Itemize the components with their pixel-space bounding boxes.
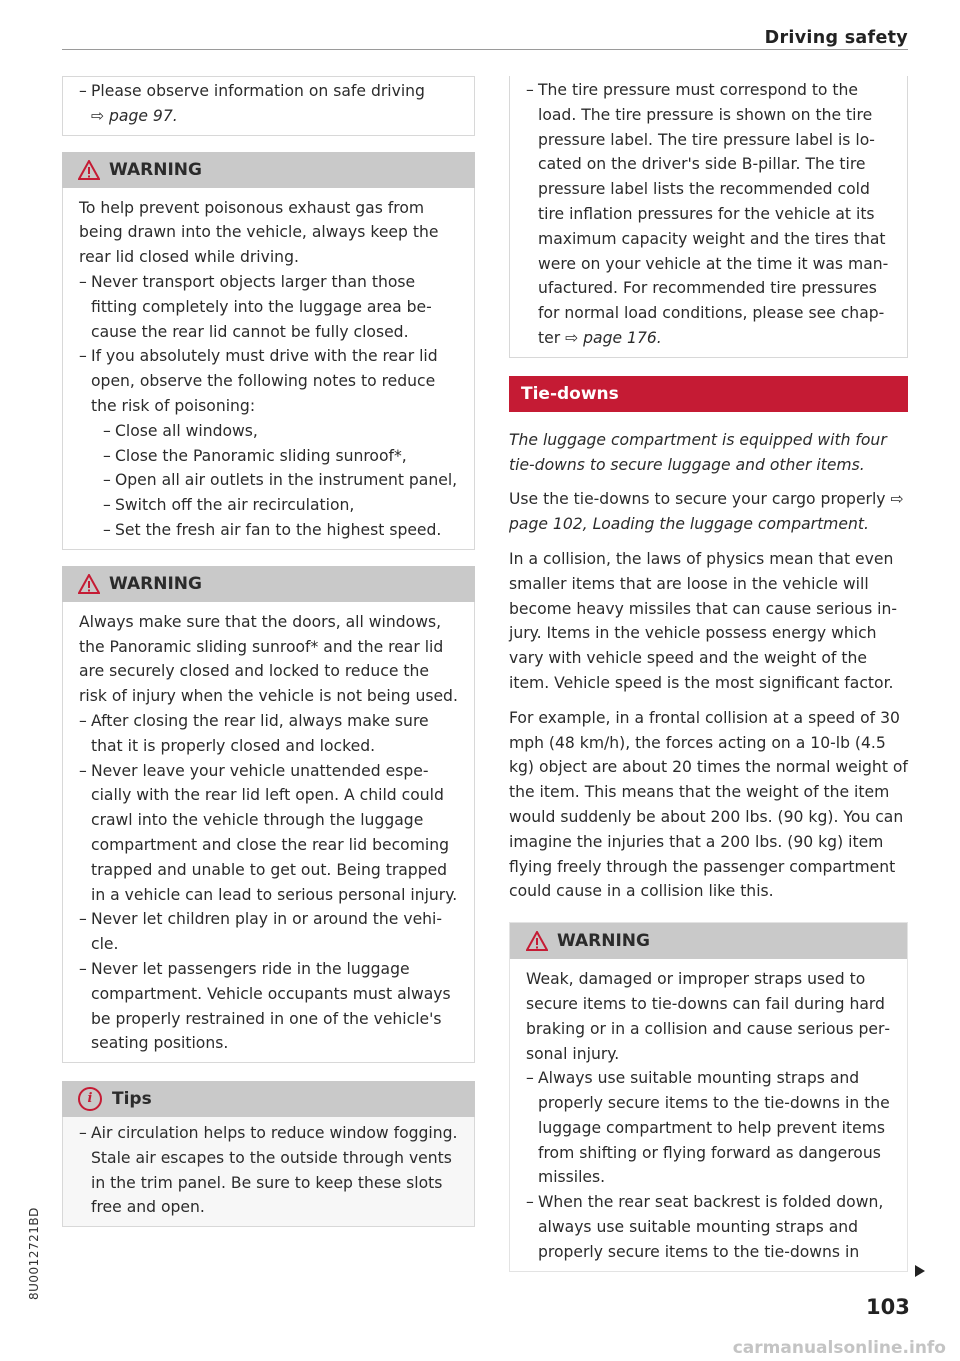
list-item: – Never let passengers ride in the luggage compartment. Vehicle occupants must always be properly restrained in one of the vehicle's seating positions. [79,957,460,1056]
warning-box-exhaust [62,152,475,550]
warning-text: To help prevent poisonous exhaust gas from being drawn into the vehicle, always keep the rear lid closed while driving. [79,198,439,267]
info-icon: i [78,1087,102,1111]
tips-label: Tips [112,1089,152,1110]
warning-body [510,959,907,1271]
warning-label: WARNING [109,573,202,594]
list-item: – Never transport objects larger than those fitting completely into the luggage area because the rear lid cannot be fully closed. [79,270,460,344]
tire-pressure-box [509,76,908,358]
list-item: – Never leave your vehicle unattended especially with the rear lid left open. A child could crawl into the vehicle through the luggage compartment and close the rear lid becoming trapped and unable to get out. Being trapped in a vehicle can lead to serious personal injury. [79,759,460,908]
running-header: Driving safety [764,28,908,48]
paragraph: In a collision, the laws of physics mean that even smaller items that are loose in the vehicle will become heavy missiles that can cause serious injury. Items in the vehicle possess energy which vary with vehicle speed and the weight of the item. Vehicle speed is the most significant factor. [509,549,898,692]
continue-arrow-icon [915,1265,925,1277]
warning-header [510,923,907,959]
sub-list-item: – Close all windows, [103,419,460,444]
left-column [62,76,475,1227]
warning-header [62,566,475,602]
list-item: – The tire pressure must correspond to the load. The tire pressure is shown on the tire pressure label. The tire pressure label is located on the driver's side B-pillar. The tire pressure label lists the recommended cold tire inflation pressures for the vehicle at its maximum capacity weight and the tires that were on your vehicle at the time it was manufactured. For recommended tire pressures for normal load conditions, please see chapter ⇨ page 176. [526,78,893,351]
tips-body [62,1117,475,1227]
warning-header [62,152,475,188]
warning-body [62,602,475,1063]
warning-triangle-icon [526,931,548,951]
sub-list-item: – Close the Panoramic sliding sunroof*, [103,444,460,469]
list-item: – After closing the rear lid, always make sure that it is properly closed and locked. [79,709,460,759]
page-ref-link[interactable]: ⇨ page 97. [91,106,178,125]
page-ref-link[interactable]: ⇨ page 176. [565,328,662,347]
tips-header [62,1081,475,1117]
page-ref-link[interactable]: ⇨ page 102, Loading the luggage compartment. [509,490,904,534]
right-column [509,76,908,1272]
paragraph: Use the tie-downs to secure your cargo properly ⇨ page 102, Loading the luggage compartment. [509,490,904,534]
section-intro: The luggage compartment is equipped with four tie-downs to secure luggage and other items. [509,430,887,474]
warning-body [62,188,475,550]
list-item: – If you absolutely must drive with the rear lid open, observe the following notes to reduce the risk of poisoning: – Close all windows, – Close the Panoramic sliding sunroof*, – Open all air outlets in the instrument panel, – Switch off the air recirculation, – Set the fresh air fan to the highest speed. [79,344,460,542]
list-item: – Air circulation helps to reduce window fogging. Stale air escapes to the outside through vents in the trim panel. Be sure to keep these slots free and open. [79,1121,460,1220]
list-item: – Never let children play in or around the vehicle. [79,907,460,957]
sub-list-item: – Switch off the air recirculation, [103,493,460,518]
warning-box-straps [509,922,908,1272]
warning-box-doors [62,566,475,1063]
warning-label: WARNING [109,159,202,180]
list-item: – Always use suitable mounting straps and properly secure items to the tie-downs in the luggage compartment to help prevent items from shifting or flying forward as dangerous missiles. [526,1066,893,1190]
intro-list-item: – Please observe information on safe driving ⇨ page 97. [79,79,460,129]
warning-label: WARNING [557,931,650,952]
sub-list-item: – Set the fresh air fan to the highest speed. [103,518,460,543]
sub-list-item: – Open all air outlets in the instrument panel, [103,468,460,493]
list-item: – When the rear seat backrest is folded down, always use suitable mounting straps and properly secure items to the tie-downs in [526,1190,893,1264]
tips-box [62,1081,475,1227]
document-code: 8U0012721BD [27,1207,41,1300]
warning-text: Weak, damaged or improper straps used to secure items to tie-downs can fail during hard braking or in a collision and cause serious personal injury. [526,970,890,1063]
intro-box [62,76,475,136]
warning-triangle-icon [78,160,100,180]
page-number: 103 [866,1295,910,1319]
watermark: carmanualsonline.info [732,1338,946,1358]
paragraph: For example, in a frontal collision at a speed of 30 mph (48 km/h), the forces acting on a 10-lb (4.5 kg) object are about 20 times the normal weight of the item. This means that the weight of the item would suddenly be about 200 lbs. (90 kg). You can imagine the injuries that a 200 lbs. (90 kg) item flying freely through the passenger compartment could cause in a collision like this. [509,708,908,901]
warning-text: Always make sure that the doors, all windows, the Panoramic sliding sunroof* and the rear lid are securely closed and locked to reduce the risk of injury when the vehicle is not being used. [79,612,458,706]
header-rule [62,49,908,50]
section-title: Tie-downs [509,376,908,412]
warning-triangle-icon [78,574,100,594]
